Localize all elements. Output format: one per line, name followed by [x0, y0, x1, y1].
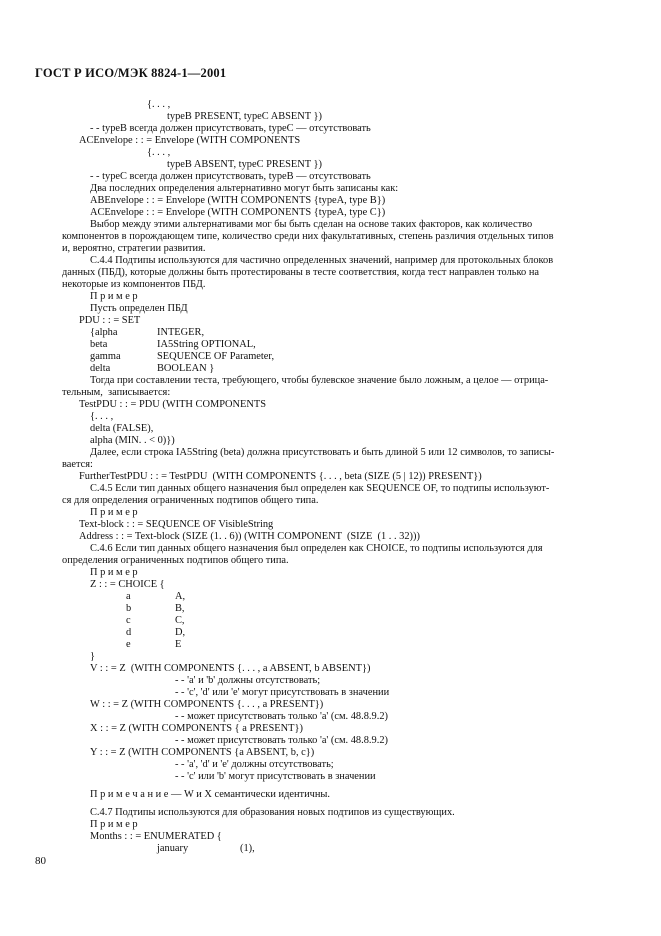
text-line: e	[126, 639, 131, 650]
text-line: c	[126, 615, 131, 626]
text-line: - - может присутствовать только 'a' (см. 48.8.9.2)	[175, 735, 388, 746]
text-line: delta (FALSE),	[90, 423, 154, 434]
text-line: Z : : = CHOICE {	[90, 579, 165, 590]
text-line: gamma	[90, 351, 121, 362]
page-number: 80	[35, 855, 46, 867]
text-line: INTEGER,	[157, 327, 205, 338]
text-line: - - может присутствовать только 'a' (см. 48.8.9.2)	[175, 711, 388, 722]
text-line: - - 'a', 'd' и 'e' должны отсутствовать;	[175, 759, 334, 770]
text-line: компонентов в порождающем типе, количество среди них факультативных, степень различия отдельных типов	[62, 231, 554, 242]
text-line: {. . . ,	[147, 147, 171, 158]
text-line: C,	[175, 615, 185, 626]
text-line: SEQUENCE OF Parameter,	[157, 351, 275, 362]
text-line: Y : : = Z (WITH COMPONENTS {a ABSENT, b, c})	[90, 747, 315, 758]
text-line: V : : = Z (WITH COMPONENTS {. . . , a ABSENT, b ABSENT})	[90, 663, 371, 674]
text-line: PDU : : = SET	[79, 315, 141, 326]
text-line: П р и м е р	[90, 507, 138, 518]
text-line: Выбор между этими альтернативами мог бы быть сделан на основе таких факторов, как количество	[90, 219, 533, 230]
text-line: typeB ABSENT, typeC PRESENT })	[167, 159, 322, 170]
text-line: Далее, если строка IA5String (beta) должна присутствовать и быть длиной 5 или 12 символов, то записы-	[90, 447, 555, 458]
text-line: BOOLEAN }	[157, 363, 215, 374]
text-line: E	[175, 639, 182, 650]
text-line: {alpha	[90, 327, 118, 338]
text-line: C.4.5 Если тип данных общего назначения был определен как SEQUENCE OF, то подтипы используют-	[90, 483, 550, 494]
text-line: typeB PRESENT, typeC ABSENT })	[167, 111, 322, 122]
text-line: ABEnvelope : : = Envelope (WITH COMPONENTS {typeA, type B})	[90, 195, 386, 206]
text-line: П р и м е ч а н и е — W и X семантически идентичны.	[90, 789, 330, 800]
text-line: - - typeB всегда должен присутствовать, typeC — отсутствовать	[90, 123, 371, 134]
text-line: П р и м е р	[90, 819, 138, 830]
text-line: TestPDU : : = PDU (WITH COMPONENTS	[79, 399, 266, 410]
text-line: ACEnvelope : : = Envelope (WITH COMPONENTS {typeA, type C})	[90, 207, 386, 218]
text-line: П р и м е р	[90, 567, 138, 578]
text-line: (1),	[240, 843, 255, 854]
text-line: Address : : = Text-block (SIZE (1. . 6)) (WITH COMPONENT (SIZE (1 . . 32)))	[79, 531, 420, 542]
text-line: Пусть определен ПБД	[90, 303, 188, 314]
text-line: A,	[175, 591, 186, 602]
text-line: ся для определения ограниченных подтипов общего типа.	[62, 495, 319, 506]
text-line: Months : : = ENUMERATED {	[90, 831, 222, 842]
text-line: C.4.4 Подтипы используются для частично определенных значений, например для протокольных блоков	[90, 255, 554, 266]
text-line: IA5String OPTIONAL,	[157, 339, 256, 350]
text-line: FurtherTestPDU : : = TestPDU (WITH COMPONENTS {. . . , beta (SIZE (5 | 12)) PRESENT})	[79, 471, 482, 482]
text-line: d	[126, 627, 132, 638]
text-line: - - 'c' или 'b' могут присутствовать в значении	[175, 771, 376, 782]
text-line: B,	[175, 603, 185, 614]
text-line: C.4.7 Подтипы используются для образования новых подтипов из существующих.	[90, 807, 455, 818]
text-line: D,	[175, 627, 186, 638]
text-line: - - 'a' и 'b' должны отсутствовать;	[175, 675, 321, 686]
text-line: Два последних определения альтернативно могут быть записаны как:	[90, 183, 399, 194]
text-line: ACEnvelope : : = Envelope (WITH COMPONENTS	[79, 135, 301, 146]
text-line: Тогда при составлении теста, требующего, чтобы булевское значение было ложным, а целое — отрица-	[90, 375, 549, 386]
text-line: - - 'c', 'd' или 'e' могут присутствовать в значении	[175, 687, 390, 698]
text-line: {. . . ,	[147, 99, 171, 110]
text-line: january	[157, 843, 189, 854]
text-line: тельным, записывается:	[62, 387, 171, 398]
text-line: b	[126, 603, 132, 614]
text-line: {. . . ,	[90, 411, 114, 422]
text-line: определения ограниченных подтипов общего типа.	[62, 555, 289, 566]
text-line: и, вероятно, стратегии развития.	[62, 243, 206, 254]
text-line: W : : = Z (WITH COMPONENTS {. . . , a PRESENT})	[90, 699, 324, 710]
text-line: a	[126, 591, 131, 602]
text-line: некоторые из компонентов ПБД.	[62, 279, 206, 290]
text-line: вается:	[62, 459, 93, 470]
text-line: delta	[90, 363, 111, 374]
text-line: beta	[90, 339, 108, 350]
text-line: alpha (MIN. . < 0)})	[90, 435, 175, 446]
text-line: П р и м е р	[90, 291, 138, 302]
text-line: Text-block : : = SEQUENCE OF VisibleString	[79, 519, 274, 530]
text-line: }	[90, 651, 95, 662]
text-line: данных (ПБД), которые должны быть протестированы в тесте соответствия, когда тест направлен только на	[62, 267, 539, 278]
text-line: X : : = Z (WITH COMPONENTS { a PRESENT})	[90, 723, 303, 734]
text-line: - - typeC всегда должен присутствовать, typeB — отсутствовать	[90, 171, 371, 182]
text-line: C.4.6 Если тип данных общего назначения был определен как CHOICE, то подтипы используются для	[90, 543, 543, 554]
standard-header: ГОСТ Р ИСО/МЭК 8824-1—2001	[35, 66, 227, 80]
